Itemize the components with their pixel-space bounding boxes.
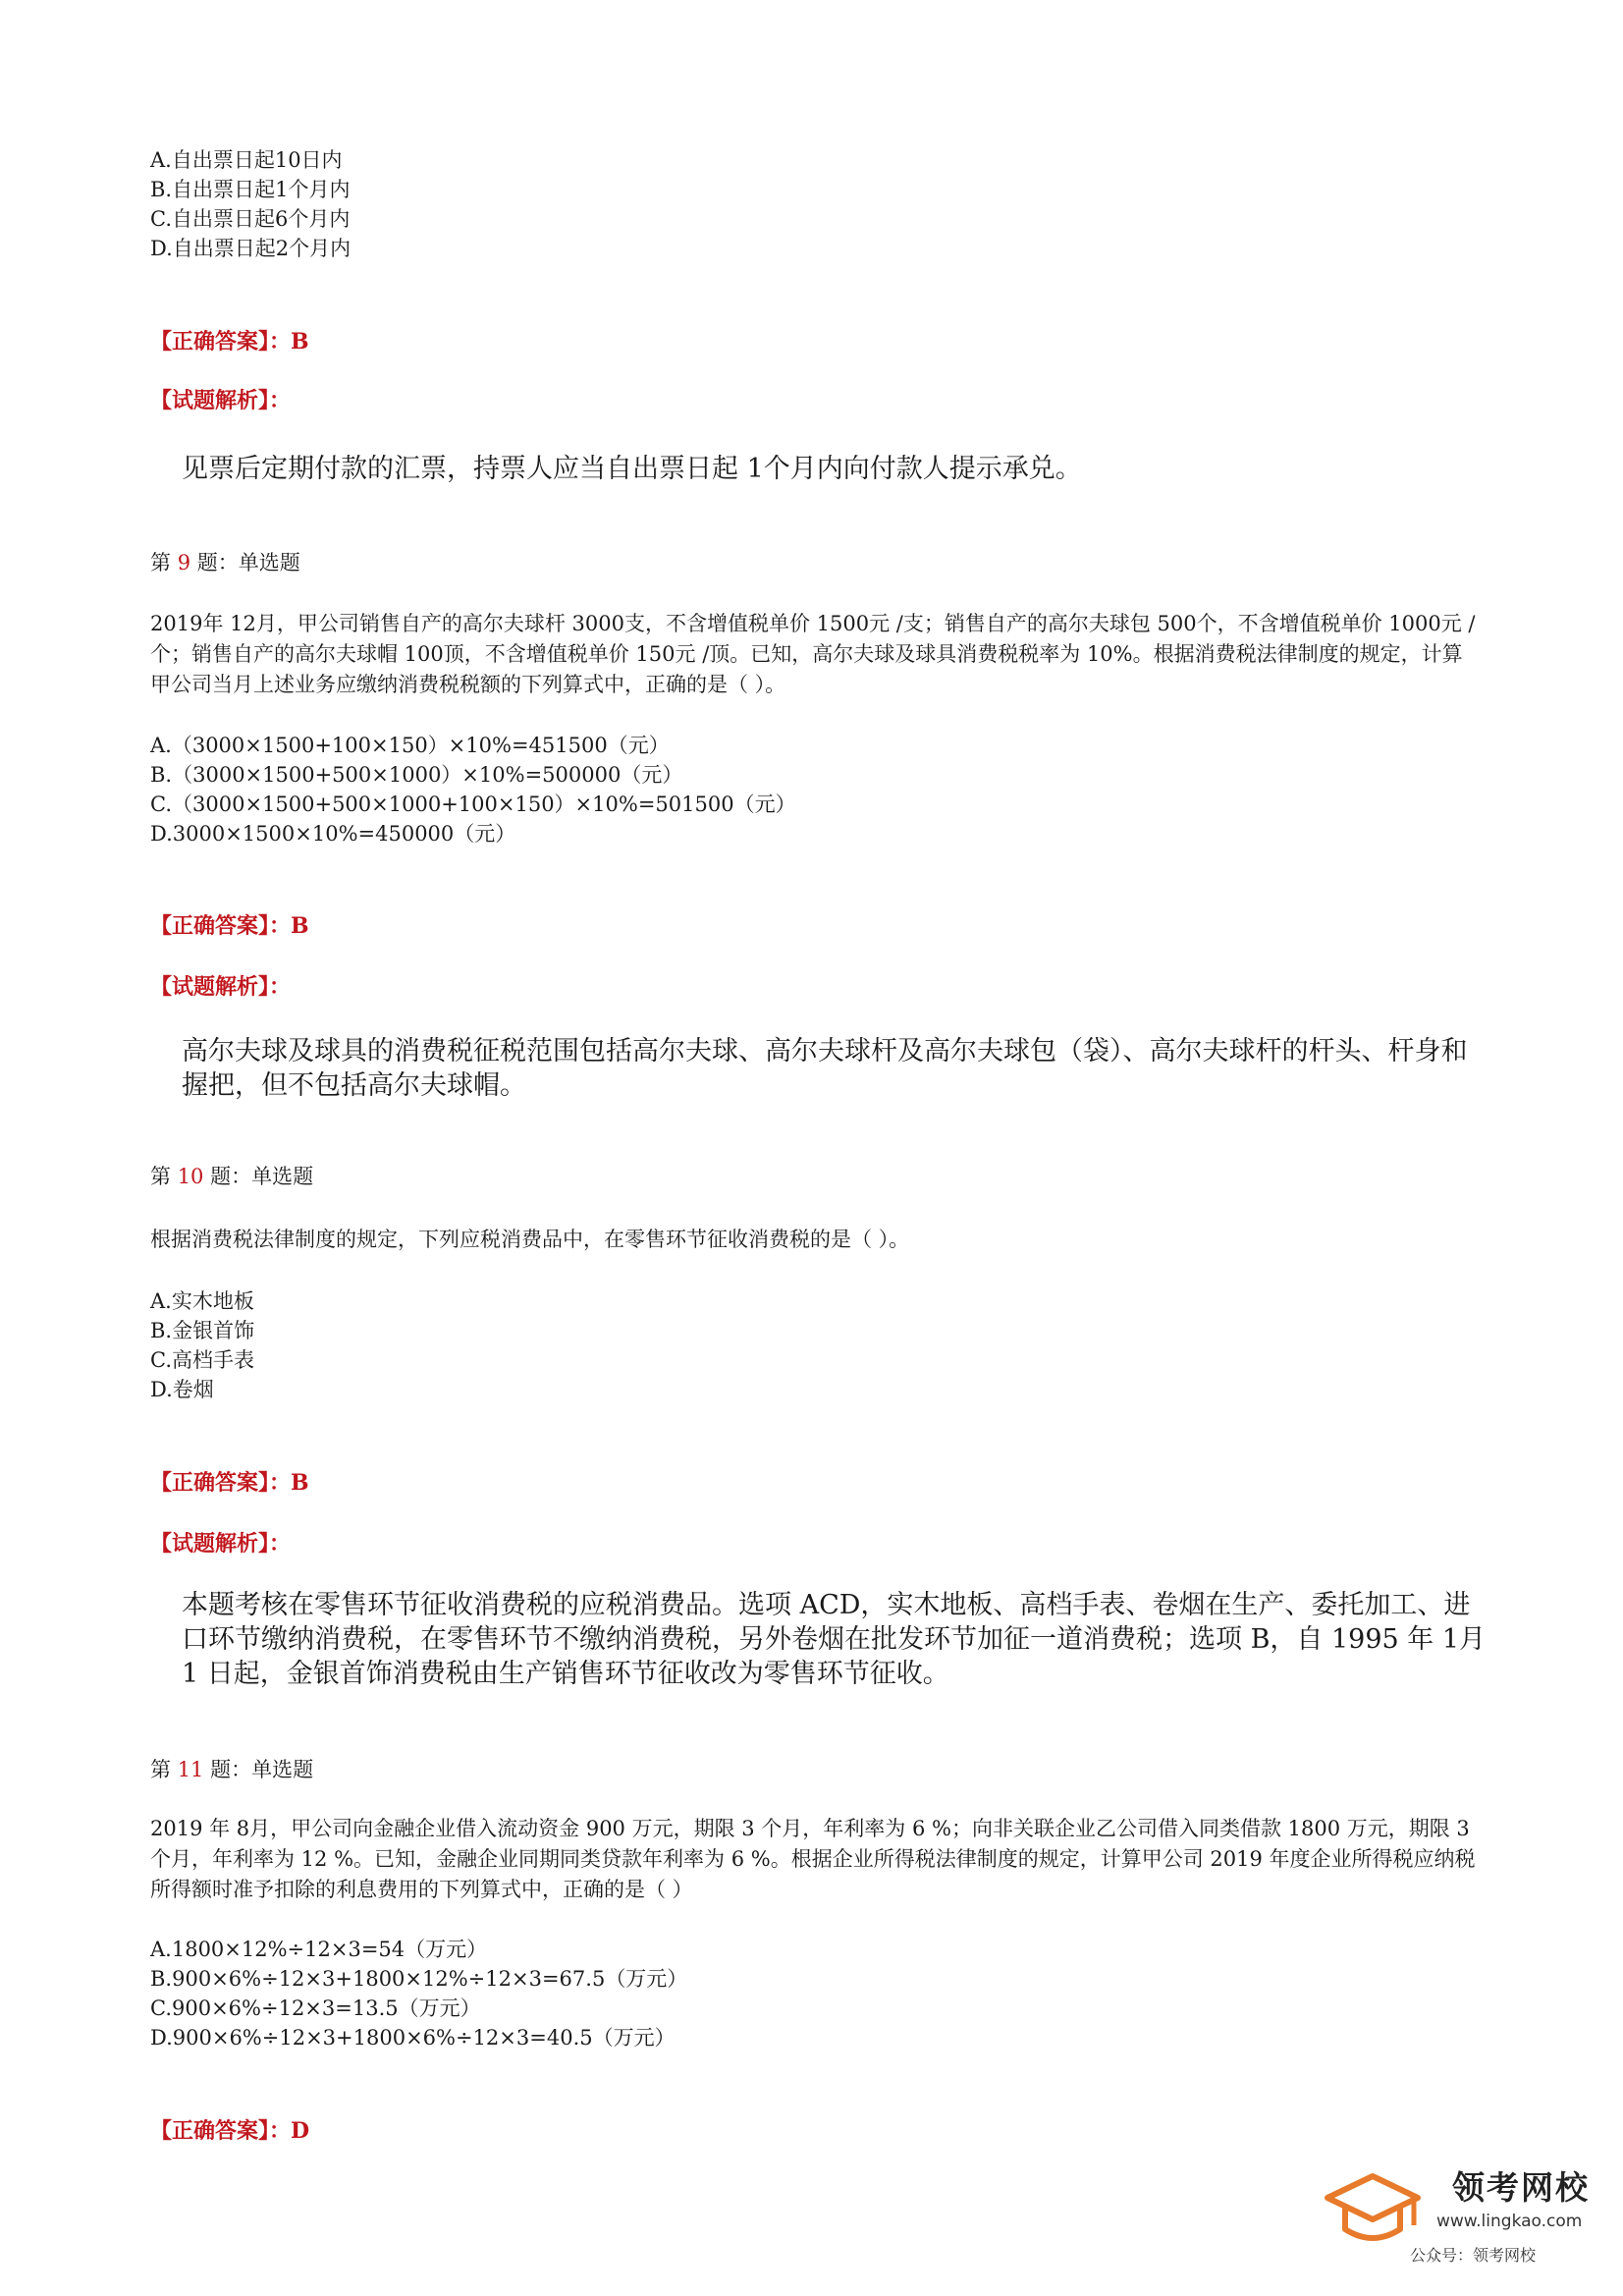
answer-value: B <box>291 1470 309 1496</box>
q11-option-d: D.900×6%÷12×3+1800×6%÷12×3=40.5（万元） <box>150 2026 676 2050</box>
q9-option-d: D.3000×1500×10%=450000（元） <box>150 822 516 846</box>
q8-option-d: D.自出票日起2个月内 <box>150 237 352 260</box>
answer-value: B <box>291 913 309 939</box>
answer-label: 【正确答案】： <box>150 913 292 939</box>
q11-heading-suffix: 题：单选题 <box>203 1758 314 1781</box>
q11-heading <box>150 1755 313 1784</box>
q8-option-b: B.自出票日起1个月内 <box>150 178 351 201</box>
q9-option-c: C.（3000×1500+500×1000+100×150）×10%=501500（元） <box>150 793 796 816</box>
q10-heading-suffix: 题：单选题 <box>203 1165 314 1188</box>
q11-option-b: B.900×6%÷12×3+1800×12%÷12×3=67.5（万元） <box>150 1967 688 1991</box>
q8-option-a: A.自出票日起10日内 <box>150 148 343 172</box>
q10-analysis-label: 【试题解析】： <box>150 1531 292 1557</box>
q9-option-a: A.（3000×1500+100×150）×10%=451500（元） <box>150 734 670 757</box>
graduation-cap-icon <box>1324 2168 1422 2257</box>
q9-analysis-text: 高尔夫球及球具的消费税征税范围包括高尔夫球、高尔夫球杆及高尔夫球包（袋）、高尔夫球杆的杆头、杆身和握把，但不包括高尔夫球帽。 <box>182 1036 1468 1101</box>
logo-title: 领考网校 <box>1452 2168 1590 2207</box>
q10-stem: 根据消费税法律制度的规定，下列应税消费品中，在零售环节征收消费税的是（ ）。 <box>150 1228 910 1251</box>
q10-heading-prefix: 第 <box>150 1165 178 1188</box>
q11-number: 11 <box>177 1758 204 1781</box>
q8-analysis-text: 见票后定期付款的汇票，持票人应当自出票日起 1个月内向付款人提示承兑。 <box>182 454 1082 484</box>
q9-heading-suffix: 题：单选题 <box>190 551 300 574</box>
q11-stem: 2019 年 8月，甲公司向金融企业借入流动资金 900 万元，期限 3 个月，年利率为 6 %；向非关联企业乙公司借入同类借款 1800 万元，期限 3 个月，年利率为 12 %。已知，金融企业同期同类贷款年利率为 6 %。根据企业所得税法律制度的规定，计算甲公司 2019 年度企业所得税应纳税所得额时准予扣除的利息费用的下列算式中，正确的是（ ） <box>150 1817 1476 1901</box>
q11-option-c: C.900×6%÷12×3=13.5（万元） <box>150 1996 481 2020</box>
q10-analysis-text: 本题考核在零售环节征收消费税的应税消费品。选项 ACD，实木地板、高档手表、卷烟在生产、委托加工、进口环节缴纳消费税，在零售环节不缴纳消费税，另外卷烟在批发环节加征一道消费税；选项 B，自 1995 年 1月 1 日起，金银首饰消费税由生产销售环节征收改为零售环节征收。 <box>182 1590 1487 1689</box>
q9-heading <box>150 548 300 577</box>
q9-answer <box>150 911 309 941</box>
q9-number: 9 <box>177 551 191 574</box>
answer-label: 【正确答案】： <box>150 329 292 355</box>
q10-option-b: B.金银首饰 <box>150 1319 255 1342</box>
q10-answer <box>150 1468 309 1498</box>
q9-option-b: B.（3000×1500+500×1000）×10%=500000（元） <box>150 763 683 787</box>
q8-answer <box>150 327 309 356</box>
answer-label: 【正确答案】： <box>150 2118 292 2144</box>
q10-option-a: A.实木地板 <box>150 1289 254 1313</box>
brand-logo <box>1324 2159 1608 2281</box>
answer-label: 【正确答案】： <box>150 1470 292 1496</box>
q8-analysis-label: 【试题解析】： <box>150 388 292 413</box>
q11-heading-prefix: 第 <box>150 1758 178 1781</box>
answer-value: D <box>291 2118 310 2144</box>
q10-option-c: C.高档手表 <box>150 1348 254 1372</box>
logo-url: www.lingkao.com <box>1436 2212 1583 2231</box>
logo-wechat: 公众号：领考网校 <box>1410 2246 1537 2265</box>
q8-option-c: C.自出票日起6个月内 <box>150 207 351 231</box>
q9-analysis-label: 【试题解析】： <box>150 974 292 1000</box>
answer-value: B <box>291 329 309 355</box>
q11-option-a: A.1800×12%÷12×3=54（万元） <box>150 1938 488 1961</box>
q9-stem: 2019年 12月，甲公司销售自产的高尔夫球杆 3000支，不含增值税单价 1500元 /支；销售自产的高尔夫球包 500个，不含增值税单价 1000元 /个；销售自产的高尔夫球帽 100顶，不含增值税单价 150元 /顶。已知，高尔夫球及球具消费税税率为 10%。根据消费税法律制度的规定，计算甲公司当月上述业务应缴纳消费税税额的下列算式中，正确的是（ ）。 <box>150 612 1476 696</box>
q10-heading <box>150 1162 313 1191</box>
q10-option-d: D.卷烟 <box>150 1378 214 1401</box>
q11-answer <box>150 2116 309 2146</box>
q9-heading-prefix: 第 <box>150 551 178 574</box>
q10-number: 10 <box>177 1165 204 1188</box>
